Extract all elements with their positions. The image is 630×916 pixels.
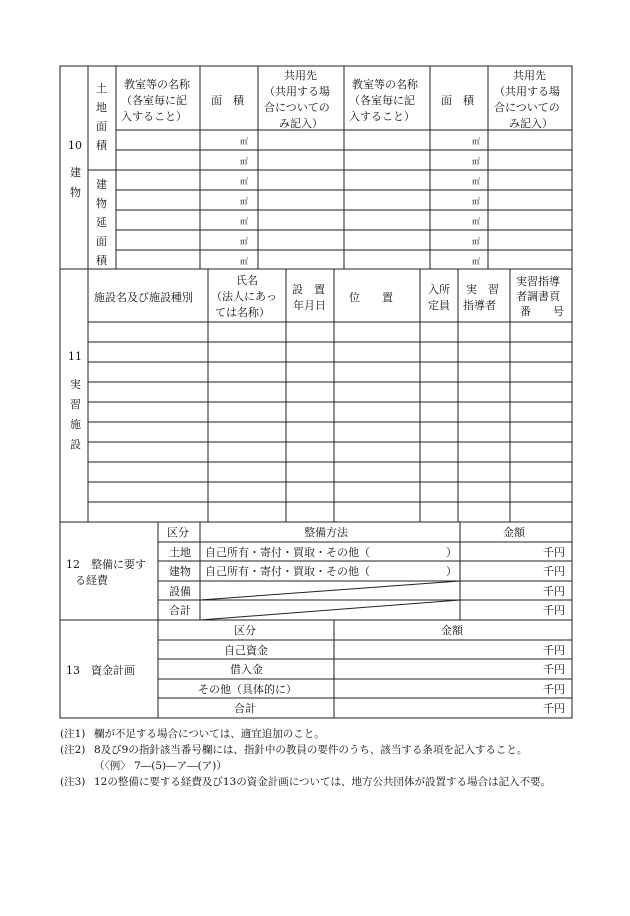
row-kubun: 建物 — [169, 565, 191, 578]
sec10-label-char: 建 — [70, 166, 81, 179]
cost-row-building — [169, 564, 565, 578]
header-room-name: 入すること） — [349, 110, 415, 123]
unit-m2: ㎡ — [472, 197, 480, 206]
header-operator-name: （法人にあっ — [211, 290, 277, 303]
unit-m2: ㎡ — [472, 237, 480, 246]
land-area-label-char: 面 — [96, 120, 107, 133]
row-method: 自己所有・寄付・買取・その他（ — [205, 546, 370, 559]
header-area: 面 積 — [441, 94, 474, 107]
unit-m2: ㎡ — [472, 257, 480, 266]
row-method-close: ） — [446, 565, 457, 578]
cost-row-land — [169, 545, 565, 559]
header-room-name: 教室等の名称 — [124, 78, 190, 91]
land-area-label-char: 土 — [96, 82, 107, 95]
header-room-name: 入すること） — [121, 110, 187, 123]
row-amount-unit: 千円 — [543, 585, 565, 598]
notes-section — [60, 726, 580, 790]
unit-m2: ㎡ — [472, 137, 480, 146]
row-method: 自己所有・寄付・買取・その他（ — [205, 565, 370, 578]
header-instructor: 指導者 — [463, 299, 496, 312]
sec11-label-char: 実 — [70, 378, 81, 391]
header-amount: 金額 — [441, 624, 463, 637]
row-kubun: 借入金 — [230, 663, 263, 676]
row-amount-unit: 千円 — [543, 683, 565, 696]
unit-column-left — [240, 137, 248, 266]
row-amount-unit: 千円 — [543, 565, 565, 578]
note-3 — [60, 774, 580, 790]
header-doc-page: 者調書頁 — [516, 290, 560, 303]
header-kubun: 区分 — [167, 526, 189, 539]
header-shared: 合についての — [264, 101, 330, 114]
unit-m2: ㎡ — [472, 157, 480, 166]
header-room-name: 教室等の名称 — [352, 78, 418, 91]
header-shared: 共用先 — [513, 69, 546, 82]
row-kubun: 合計 — [234, 702, 256, 715]
land-area-label-char: 地 — [96, 101, 107, 114]
row-kubun: 土地 — [169, 546, 191, 559]
row-kubun: 合計 — [169, 604, 191, 617]
sec11-label-char: 習 — [70, 398, 81, 411]
unit-m2: ㎡ — [472, 217, 480, 226]
building-area-label-char: 物 — [96, 197, 107, 210]
header-doc-page: 番 号 — [520, 305, 564, 318]
row-method-close: ） — [446, 546, 457, 559]
cost-row-total — [169, 603, 565, 617]
unit-m2: ㎡ — [472, 177, 480, 186]
section-11-practicum-facilities — [60, 269, 572, 522]
fund-row-other — [198, 682, 565, 696]
building-area-label-char: 積 — [96, 254, 107, 267]
unit-m2: ㎡ — [240, 237, 248, 246]
unit-column-right — [472, 137, 480, 266]
header-facility-name: 施設名及び施設種別 — [94, 291, 193, 304]
unit-m2: ㎡ — [240, 177, 248, 186]
header-established-date: 年月日 — [293, 299, 326, 312]
header-amount: 金額 — [503, 526, 525, 539]
header-kubun: 区分 — [234, 624, 256, 637]
header-room-name: （各室毎に記 — [121, 94, 187, 107]
header-shared: （共用する場 — [264, 85, 330, 98]
sec11-label-char: 施 — [70, 418, 81, 431]
section-10-buildings — [60, 66, 572, 269]
unit-m2: ㎡ — [240, 217, 248, 226]
note-text: 欄が不足する場合については、適宜追加のこと。 — [94, 728, 325, 740]
sec12-label: る経費 — [75, 574, 108, 587]
fund-row-loan — [230, 662, 565, 676]
sec11-number: 11 — [68, 350, 82, 363]
unit-m2: ㎡ — [240, 197, 248, 206]
row-amount-unit: 千円 — [543, 604, 565, 617]
unit-m2: ㎡ — [240, 257, 248, 266]
row-amount-unit: 千円 — [543, 644, 565, 657]
row-amount-unit: 千円 — [543, 663, 565, 676]
row-amount-unit: 千円 — [543, 702, 565, 715]
row-amount-unit: 千円 — [543, 546, 565, 559]
section-13-funding-plan — [60, 620, 572, 718]
sec10-number: 10 — [68, 139, 82, 152]
fund-row-total — [234, 701, 565, 715]
header-shared: み記入） — [279, 117, 323, 130]
sec13-label: 13 資金計画 — [66, 664, 135, 677]
header-shared: み記入） — [509, 117, 553, 130]
header-doc-page: 実習指導 — [516, 275, 560, 288]
building-area-label-char: 建 — [96, 178, 107, 191]
sec10-label-char: 物 — [70, 186, 81, 199]
sec12-label: 12 整備に要す — [66, 558, 146, 571]
unit-m2: ㎡ — [240, 157, 248, 166]
diagonal-strike — [200, 581, 460, 600]
header-shared: （共用する場 — [494, 85, 560, 98]
header-shared: 合についての — [494, 101, 560, 114]
note-2 — [60, 742, 580, 774]
header-capacity: 入所 — [428, 283, 450, 296]
header-instructor: 実 習 — [466, 283, 499, 296]
note-key: (注1) — [60, 728, 86, 740]
note-key: (注3) — [60, 776, 86, 788]
header-established-date: 設 置 — [292, 283, 325, 296]
row-kubun: その他（具体的に） — [198, 683, 297, 696]
diagonal-strike — [200, 600, 460, 620]
header-room-name: （各室毎に記 — [349, 94, 415, 107]
building-area-label-char: 延 — [96, 216, 107, 229]
note-key: (注2) — [60, 744, 86, 756]
land-area-label-char: 積 — [96, 139, 107, 152]
header-shared: 共用先 — [284, 69, 317, 82]
sec11-label-char: 設 — [70, 438, 81, 451]
note-text: 8及び9の指針該当番号欄には、指針中の教員の要件のうち、該当する条項を記入すること。 — [94, 744, 528, 756]
unit-m2: ㎡ — [240, 137, 248, 146]
note-text: 12の整備に要する経費及び13の資金計画については、地方公共団体が設置する場合は記入不要。 — [94, 776, 552, 788]
header-operator-name: 氏名 — [236, 274, 258, 287]
header-operator-name: ては名称） — [215, 306, 270, 319]
header-capacity: 定員 — [428, 299, 450, 312]
fund-row-own — [224, 643, 565, 657]
section-12-development-cost — [60, 522, 572, 620]
header-method: 整備方法 — [304, 526, 348, 539]
header-area: 面 積 — [211, 94, 244, 107]
row-kubun: 設備 — [169, 585, 191, 598]
note-1 — [60, 726, 580, 742]
cost-row-equipment — [169, 584, 565, 598]
row-kubun: 自己資金 — [224, 644, 268, 657]
header-location: 位 置 — [349, 291, 393, 304]
note-example: （〈例〉 7―(5)―ア―(ア)） — [94, 760, 227, 772]
building-area-label-char: 面 — [96, 235, 107, 248]
